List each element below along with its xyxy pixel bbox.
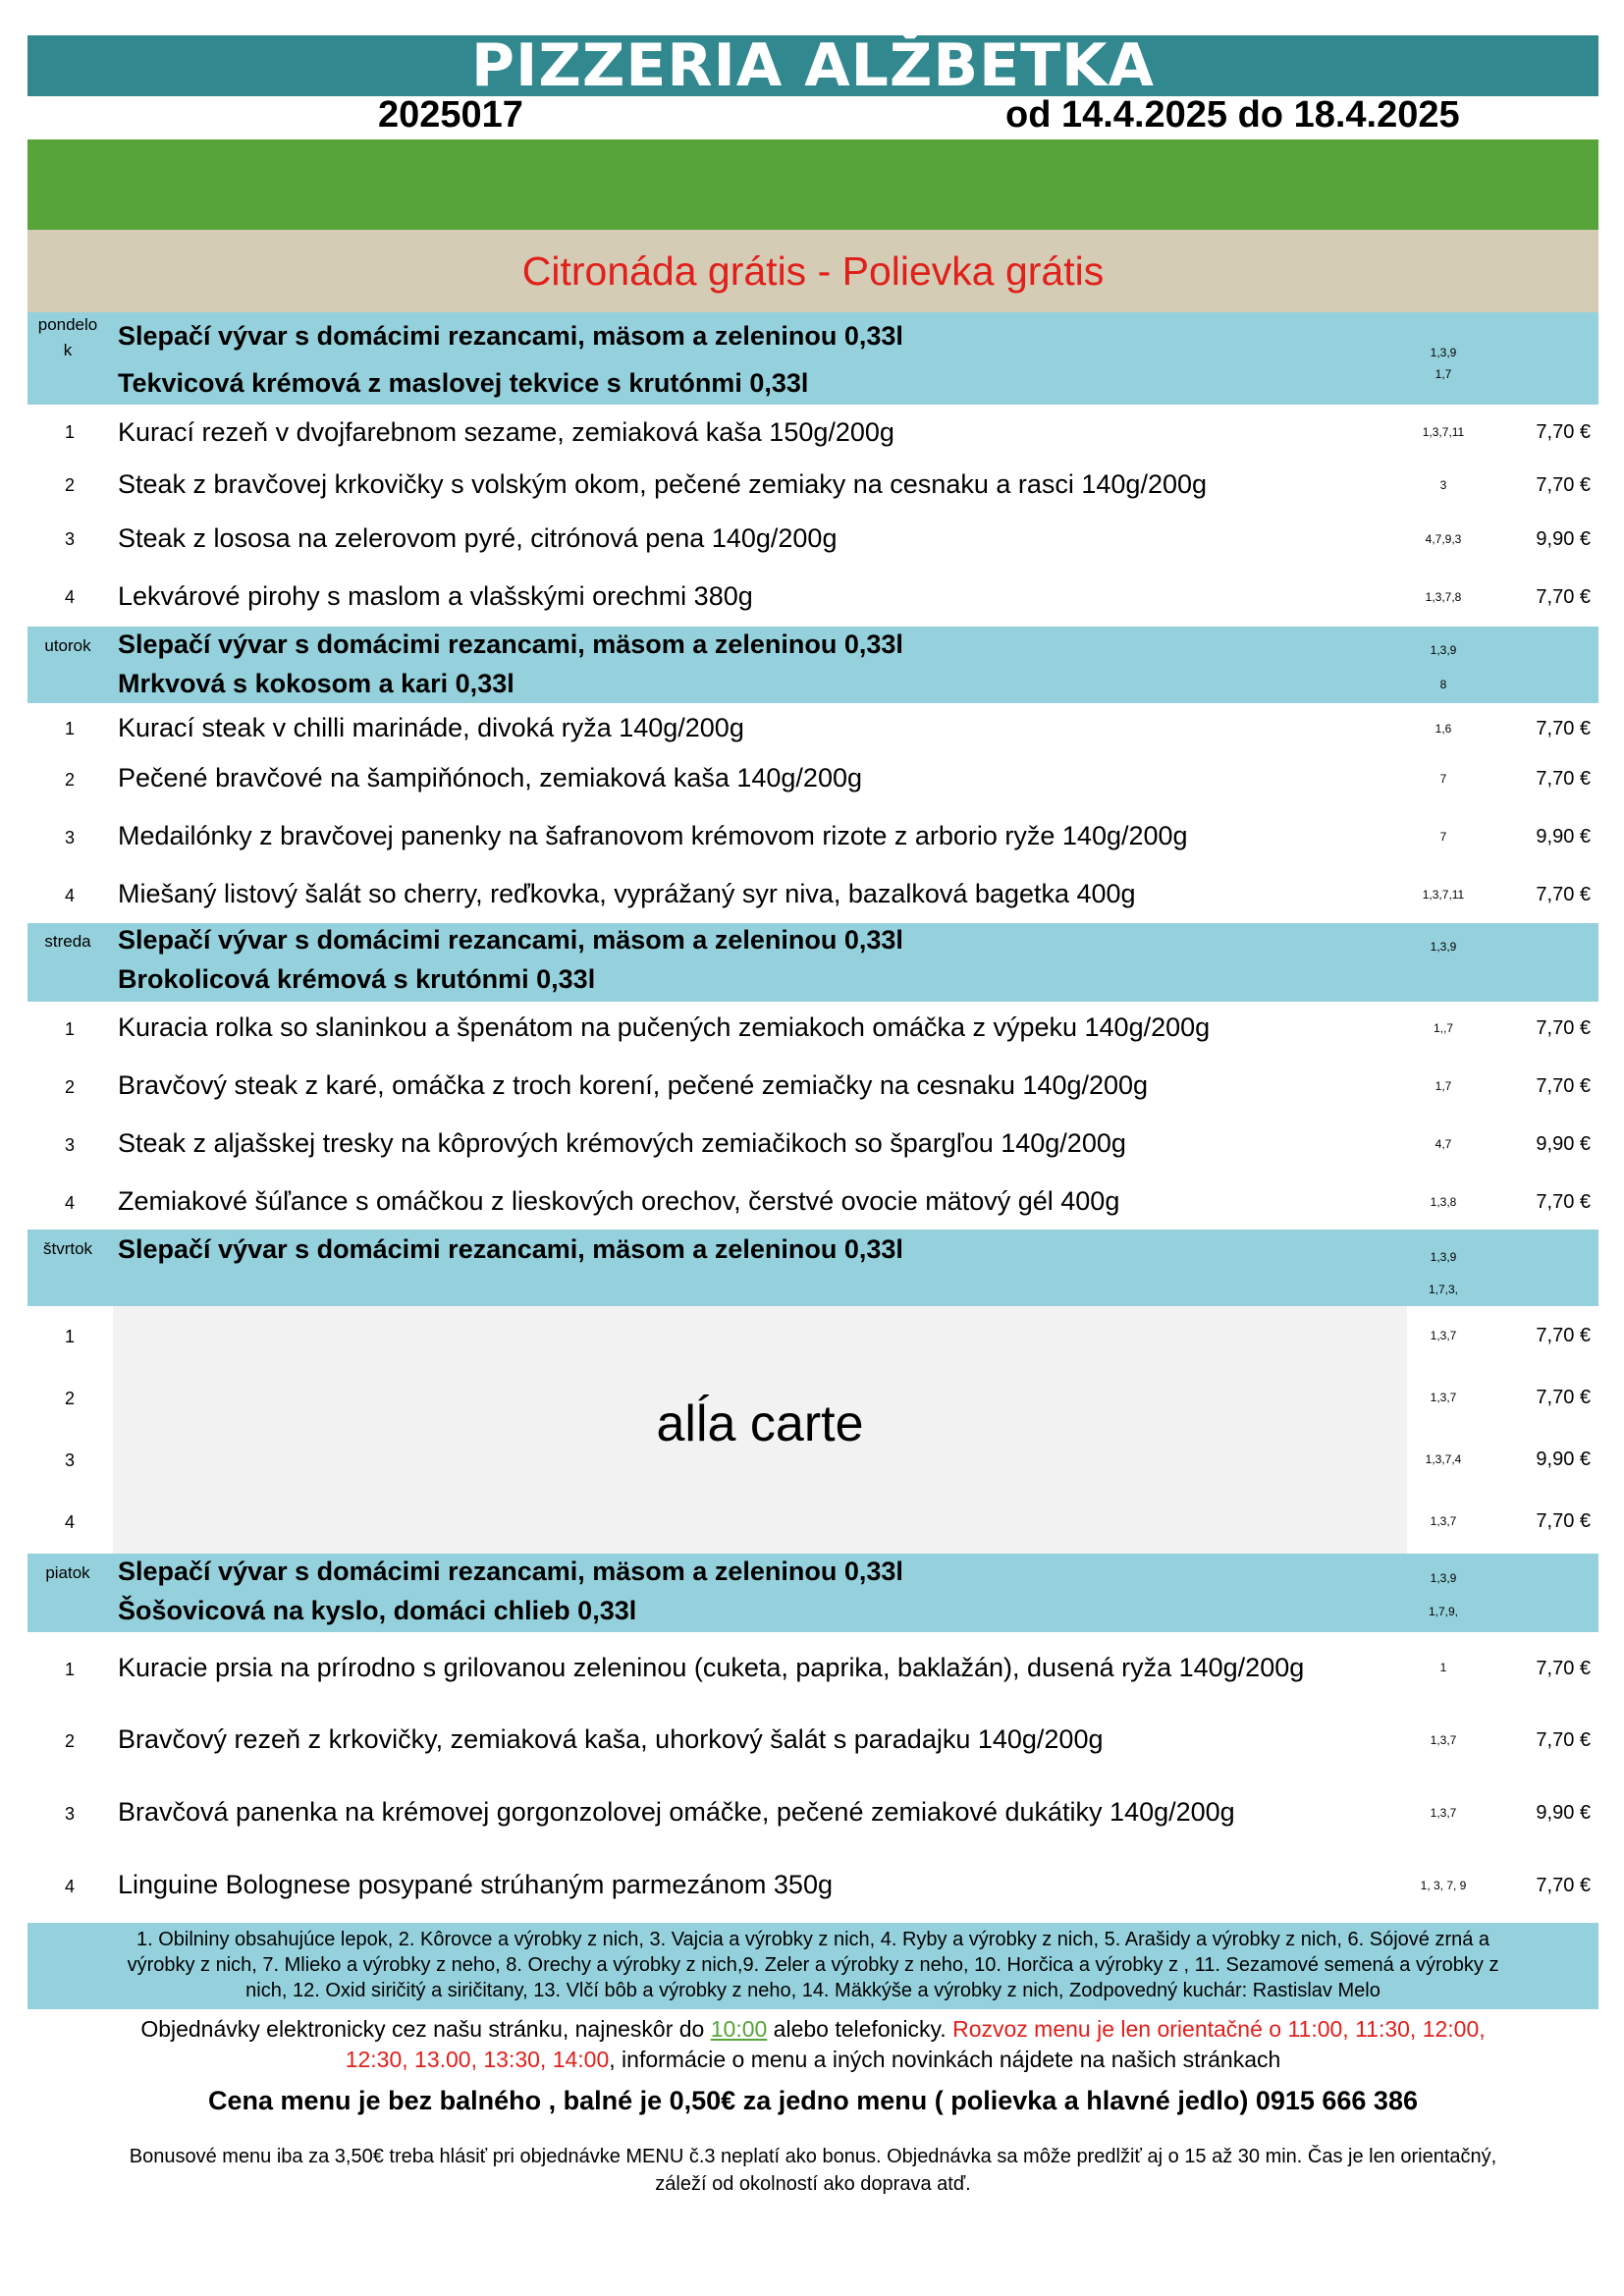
allergen-codes: 1, 3, 7, 9 [1420,1879,1467,1892]
promo-banner: Citronáda grátis - Polievka grátis [27,230,1598,312]
item-number: 1 [64,1660,75,1679]
dish-name: Pečené bravčové na šampiňónoch, zemiaková kaša 140g/200g [118,763,862,793]
day-label: štvrtok [42,1239,93,1258]
day-label: piatok [45,1563,90,1582]
allergen-codes: 1,3,7 [1430,1514,1457,1528]
order-deadline: 10:00 [710,2016,768,2042]
soup-item: Slepačí vývar s domácimi rezancami, mäsom a zeleninou 0,33l [118,1234,903,1264]
dish-price: 9,90 € [1536,1449,1591,1470]
allergen-codes: 4,7 [1435,1137,1452,1151]
allergen-codes: 1,3,7 [1430,1806,1457,1820]
menu-code: 2025017 [378,94,523,136]
dish-name: Steak z aljašskej tresky na kôprových krémových zemiačikoch so špargľou 140g/200g [118,1128,1126,1158]
soup-item: Slepačí vývar s domácimi rezancami, mäsom a zeleninou 0,33l [118,1557,903,1586]
item-number: 1 [64,719,75,738]
item-number: 2 [64,770,75,790]
dish-price: 7,70 € [1536,1875,1591,1896]
dish-price: 7,70 € [1536,1017,1591,1039]
soup-item: Slepačí vývar s domácimi rezancami, mäsom a zeleninou 0,33l [118,629,903,659]
item-number: 3 [64,1450,75,1470]
soup-item: Slepačí vývar s domácimi rezancami, mäsom a zeleninou 0,33l [118,925,903,955]
allergen-codes: 7 [1439,830,1447,844]
allergen-codes: 1,6 [1435,722,1452,736]
price-note: Cena menu je bez balného , balné je 0,50€ za jedno menu ( polievka a hlavné jedlo) 0915 666 386 [208,2086,1418,2115]
dish-price: 7,70 € [1536,1510,1591,1532]
allergen-codes: 1 [1439,1661,1447,1674]
dish-price: 7,70 € [1536,421,1591,443]
item-number: 1 [64,1327,75,1346]
legend-line: nich, 12. Oxid siričitý a siričitany, 13. Vlčí bôb a výrobky z neho, 14. Mäkkýše a výrobky z nich, Zodpovedný kuchár: Rastislav Melo [245,1980,1380,2001]
allergen-codes: 1,7 [1435,367,1452,381]
date-range: od 14.4.2025 do 18.4.2025 [1005,94,1460,136]
dish-price: 7,70 € [1536,718,1591,739]
legend-line: 1. Obilniny obsahujúce lepok, 2. Kôrovce a výrobky z nich, 3. Vajcia a výrobky z nich, 4. Ryby a výrobky z nich, 5. Arašidy a výrobky z nich, 6. Sójové zrná a [135,1929,1490,1950]
allergen-legend [27,1923,1598,2009]
delivery-times: Rozvoz menu je len orientačné o 11:00, 11:30, 12:00, [952,2016,1486,2042]
a-la-carte-label: alĺa carte [656,1395,864,1452]
soup-item: Brokolicová krémová s krutónmi 0,33l [118,964,596,994]
allergen-codes: 1,3,7,11 [1422,888,1465,902]
allergen-codes: 1,3,7,4 [1425,1452,1462,1466]
item-number: 1 [64,1019,75,1039]
dish-price: 7,70 € [1536,1729,1591,1751]
dish-name: Linguine Bolognese posypané strúhaným parmezánom 350g [118,1870,833,1899]
item-number: 4 [64,587,75,607]
legend-line: výrobky z nich, 7. Mlieko a výrobky z neho, 8. Orechy a výrobky z nich,9. Zeler a výrobky z neho, 10. Horčica a výrobky z , 11. Sezamové semená a výrobky z [127,1954,1499,1976]
dish-price: 7,70 € [1536,1075,1591,1097]
dish-name: Bravčový steak z karé, omáčka z troch korení, pečené zemiačky na cesnaku 140g/200g [118,1070,1149,1100]
allergen-codes: 1,3,7 [1430,1329,1457,1342]
dish-name: Zemiakové šúľance s omáčkou z lieskových orechov, čerstvé ovocie mätový gél 400g [118,1186,1120,1216]
allergen-codes: 1,3,8 [1430,1195,1457,1209]
allergen-codes: 1,3,7,11 [1422,425,1465,439]
day-label: pondelo k [37,315,98,359]
green-band [27,139,1598,230]
dish-name: Steak z bravčovej krkovičky s volským okom, pečené zemiaky na cesnaku a rasci 140g/200g [118,469,1208,499]
soup-item: Slepačí vývar s domácimi rezancami, mäsom a zeleninou 0,33l [118,321,903,351]
dish-name: Steak z lososa na zelerovom pyré, citrónová pena 140g/200g [118,523,838,553]
day-label: streda [44,932,91,951]
soup-item: Šošovicová na kyslo, domáci chlieb 0,33l [118,1596,637,1625]
allergen-codes: 1,7,9, [1428,1605,1459,1618]
dish-name: Lekvárové pirohy s maslom a vlašskými orechmi 380g [118,581,753,611]
allergen-codes: 1,3,9 [1430,346,1457,359]
dish-name: Kuracie prsia na prírodno s grilovanou zeleninou (cuketa, paprika, baklažán), dusená ryža 140g/200g [118,1653,1305,1682]
item-number: 2 [64,1389,75,1408]
dish-price: 9,90 € [1536,1802,1591,1824]
item-number: 2 [64,1077,75,1097]
allergen-codes: 1,7 [1435,1079,1452,1093]
item-number: 3 [64,828,75,847]
item-number: 3 [64,1135,75,1155]
dish-name: Kurací steak v chilli marináde, divoká ryža 140g/200g [118,713,744,742]
dish-price: 9,90 € [1536,826,1591,847]
dish-name: Miešaný listový šalát so cherry, reďkovka, vyprážaný syr niva, bazalková bagetka 400g [118,879,1136,908]
allergen-codes: 1,3,9 [1430,1571,1457,1585]
restaurant-title: PIZZERIA ALŽBETKA [27,35,1598,96]
dish-price: 9,90 € [1536,528,1591,550]
item-number: 4 [64,1512,75,1532]
dish-price: 7,70 € [1536,1387,1591,1408]
dish-name: Bravčová panenka na krémovej gorgonzolovej omáčke, pečené zemiakové dukátiky 140g/200g [118,1797,1235,1827]
item-number: 4 [64,1877,75,1896]
dish-name: Kuracia rolka so slaninkou a špenátom na pučených zemiakoch omáčka z výpeku 140g/200g [118,1012,1211,1042]
bonus-note: Bonusové menu iba za 3,50€ treba hlásiť pri objednávke MENU č.3 neplatí ako bonus. Objednávka sa môže predlžiť aj o 15 až 30 min. Čas je len orientačný, záleží od okolností ako doprava atď. [129,2146,1497,2195]
item-number: 1 [64,422,75,442]
dish-price: 7,70 € [1536,1325,1591,1346]
dish-name: Bravčový rezeň z krkovičky, zemiaková kaša, uhorkový šalát s paradajku 140g/200g [118,1724,1104,1754]
allergen-codes: 1,3,9 [1430,643,1457,657]
allergen-codes: 7 [1439,772,1447,786]
delivery-times: 12:30, 13.00, 13:30, 14:00 [345,2047,610,2072]
item-number: 2 [64,475,75,495]
order-info: Objednávky elektronicky cez našu stránku, najneskôr do 10:00 alebo telefonicky. Rozvoz menu je len orientačné o 11:00, 11:30, 12:00, 12:30, 13.00, 13:30, 14:00, informácie o menu a iných novinkách nájdete na našich stránkach [140,2016,1486,2072]
allergen-codes: 1,3,7,8 [1425,590,1462,604]
dish-name: Kurací rezeň v dvojfarebnom sezame, zemiaková kaša 150g/200g [118,417,894,447]
item-number: 2 [64,1731,75,1751]
soup-item: Mrkvová s kokosom a kari 0,33l [118,669,514,698]
dish-price: 7,70 € [1536,1658,1591,1679]
day-label: utorok [44,636,91,655]
item-number: 4 [64,1193,75,1213]
allergen-codes: 1,3,7 [1430,1391,1457,1404]
dish-price: 7,70 € [1536,1191,1591,1213]
allergen-codes: 1,3,9 [1430,1250,1457,1264]
allergen-codes: 8 [1439,678,1447,691]
allergen-codes: 3 [1439,478,1447,492]
allergen-codes: 1,3,9 [1430,940,1457,954]
item-number: 3 [64,1804,75,1824]
dish-price: 7,70 € [1536,768,1591,790]
allergen-codes: 1,7,3, [1428,1283,1459,1296]
allergen-codes: 1,3,7 [1430,1733,1457,1747]
dish-price: 7,70 € [1536,884,1591,905]
dish-price: 7,70 € [1536,586,1591,608]
dish-price: 9,90 € [1536,1133,1591,1155]
item-number: 4 [64,886,75,905]
dish-price: 7,70 € [1536,474,1591,496]
dish-name: Medailónky z bravčovej panenky na šafranovom krémovom rizote z arborio ryže 140g/200g [118,821,1188,850]
item-number: 3 [64,529,75,549]
allergen-codes: 4,7,9,3 [1425,532,1462,546]
allergen-codes: 1,,7 [1433,1021,1453,1035]
soup-item: Tekvicová krémová z maslovej tekvice s krutónmi 0,33l [118,368,809,398]
